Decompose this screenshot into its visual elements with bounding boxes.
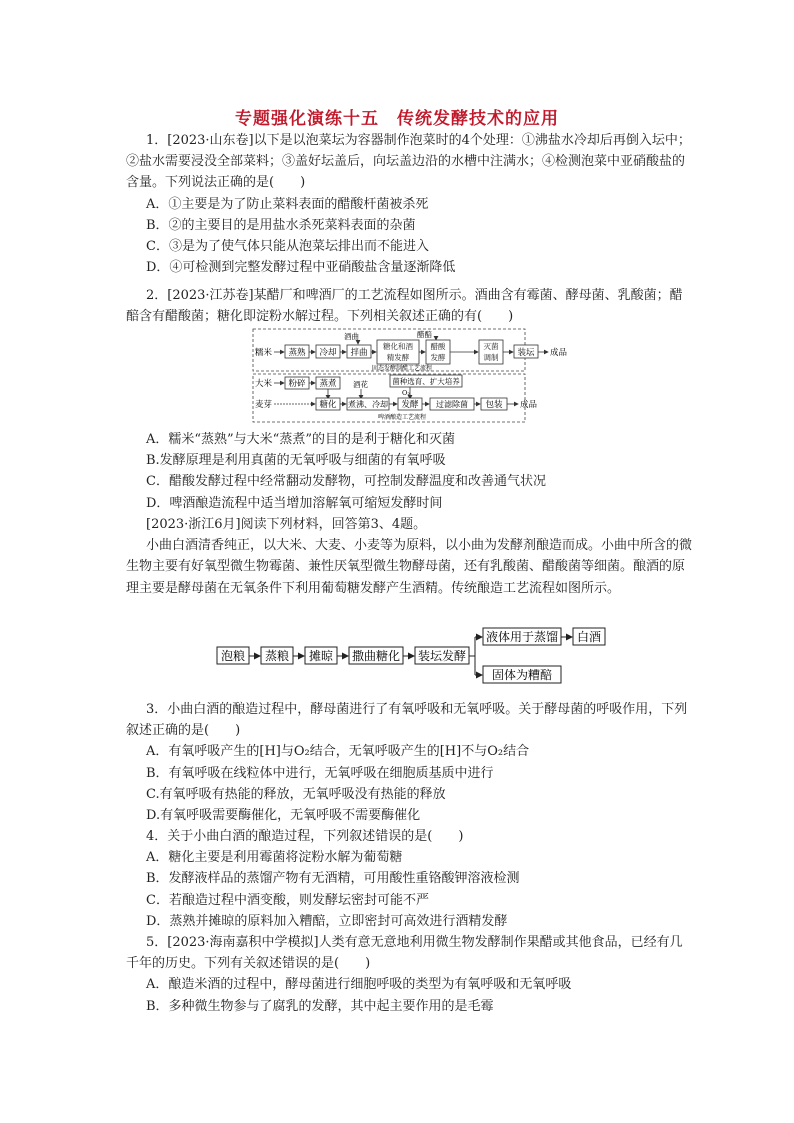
baijiu-step-saccharify: 撒曲糖化 [351,649,401,663]
vinegar-end-label: 成品 [550,348,568,358]
reading-material [126,514,692,599]
question-4-option-a: A．糖化主要是利用霉菌将淀粉水解为葡萄糖 [146,850,403,866]
question-5 [126,932,692,1017]
baijiu-step-cool: 摊晾 [308,649,334,663]
baijiu-solid-residue: 固体为糟醅 [491,668,553,682]
question-1-option-d: D．④可检测到完整发酵过程中亚硝酸盐含量逐渐降低 [146,260,456,276]
beer-step-ferment: 发酵 [401,400,419,410]
question-2 [126,285,692,327]
reading-material-lead: [2023·浙江6月]阅读下列材料，回答第3、4题。 [146,517,427,532]
baijiu-step-steam: 蒸粮 [264,649,290,663]
question-4-option-d: D．蒸熟并摊晾的原料加入糟醅，立即密封可高效进行酒精发酵 [146,913,508,929]
question-4-stem: 4．关于小曲白酒的酿造过程，下列叙述错误的是( ) [146,829,464,844]
beer-dami-label: 大米 [255,379,273,389]
question-4-option-c: C．若酿造过程中酒变酸，则发酵坛密封可能不严 [146,892,429,908]
vinegar-step-steam: 蒸熟 [288,348,306,358]
vinegar-label-jiuqu: 酒曲 [344,332,359,341]
question-3-option-d: D.有氧呼吸需要酶催化，无氧呼吸不需要酶催化 [146,808,421,824]
question-2-option-a: A．糯米“蒸熟”与大米“蒸煮”的目的是利于糖化和灭菌 [146,432,455,447]
question-3-option-c: C.有氧呼吸有热能的释放，无氧呼吸没有热能的释放 [146,786,446,802]
beer-caption: 啤酒酿造工艺流程 [377,414,427,421]
baijiu-product: 白酒 [576,630,602,644]
question-1 [126,130,692,278]
vinegar-step-ferment: 糖化和酒精发酵 [383,342,413,362]
question-2-option-d: D．啤酒酿造流程中适当增加溶解氧可缩短发酵时间 [146,495,443,511]
process-flow-figure-2 [215,626,615,688]
question-5-stem: 5．[2023·海南嘉积中学模拟]人类有意无意地利用微生物发酵制作果醋或其他食品，已经有几千年的历史。下列有关叙述错误的是( ) [126,935,683,972]
question-2-option-c: C．醋酸发酵过程中经常翻动发酵物，可控制发酵温度和改善通气状况 [146,474,546,490]
beer-step-package: 包装 [485,400,503,410]
question-3-stem: 3．小曲白酒的酿造过程中，酵母菌进行了有氧呼吸和无氧呼吸。关于酵母菌的呼吸作用，下列叙述正确的是( ) [126,702,688,739]
beer-maiya-label: 麦芽 [255,400,273,410]
beer-step-saccharify: 糖化 [319,400,337,410]
vinegar-step-sterilize: 灭菌调制 [483,342,499,362]
vinegar-caption: 固态发酵制醋工艺流程 [371,365,433,372]
question-2-options [126,429,692,514]
baijiu-step-soak: 泡粮 [220,649,246,663]
vinegar-step-mix: 拌曲 [350,348,368,358]
question-1-option-b: B．②的主要目的是用盐水杀死菜料表面的杂菌 [146,217,416,233]
baijiu-liquid-distill: 液体用于蒸馏 [485,630,559,644]
question-2-stem: 2．[2023·江苏卷]某醋厂和啤酒厂的工艺流程如图所示。酒曲含有霉菌、酵母菌、乳酸菌；醋醅含有醋酸菌；糖化即淀粉水解过程。下列相关叙述正确的有( ) [126,288,683,325]
process-flow-figure-1 [252,328,582,424]
beer-step-boil-cool: 煮沸、冷却 [348,400,388,409]
question-2-option-b: B.发酵原理是利用真菌的无氧呼吸与细菌的有氧呼吸 [146,453,446,469]
question-3-option-b: B．有氧呼吸在线粒体中进行，无氧呼吸在细胞质基质中进行 [146,765,494,781]
beer-label-hops: 酒花 [353,380,368,389]
question-5-option-b: B．多种微生物参与了腐乳的发酵，其中起主要作用的是毛霉 [146,998,494,1014]
question-3-option-a: A．有氧呼吸产生的[H]与O₂结合，无氧呼吸产生的[H]不与O₂结合 [146,744,530,760]
beer-end-label: 成品 [520,400,538,410]
beer-label-o2: O₂ [402,389,410,397]
question-1-option-a: A．①主要是为了防止菜料表面的醋酸杆菌被杀死 [146,196,429,212]
vinegar-start-label: 糯米 [255,348,273,358]
beer-step-crush: 粉碎 [288,379,306,389]
beer-step-culture: 菌种选育、扩大培养 [392,377,460,386]
vinegar-step-pack: 装坛 [517,348,535,358]
question-5-option-a: A．酿造米酒的过程中，酵母菌进行细胞呼吸的类型为有氧呼吸和无氧呼吸 [146,977,572,993]
question-1-option-c: C．③是为了使气体只能从泡菜坛排出而不能进入 [146,239,429,255]
question-4 [126,826,692,932]
page-title: 专题强化演练十五 传统发酵技术的应用 [235,109,559,129]
question-1-stem: 1．[2023·山东卷]以下是以泡菜坛为容器制作泡菜时的4个处理：①沸盐水冷却后再倒入坛中；②盐水需要浸没全部菜料；③盖好坛盖后，向坛盖边沿的水槽中注满水；④检测泡菜中亚硝酸盐的含量。下列说法正确的是( ) [126,133,691,191]
vinegar-label-cupei: 醋醅 [417,330,432,339]
question-4-option-b: B．发酵液样品的蒸馏产物有无酒精，可用酸性重铬酸钾溶液检测 [146,871,520,887]
baijiu-step-ferment: 装坛发酵 [417,649,467,663]
vinegar-step-acetic: 醋酸发酵 [430,342,446,362]
beer-step-boil-rice: 蒸煮 [319,379,337,389]
vinegar-step-cool: 冷却 [319,348,337,358]
question-3 [126,699,692,826]
reading-material-text: 小曲白酒清香纯正，以大米、大麦、小麦等为原料，以小曲为发酵剂酿造而成。小曲中所含的微生物主要有好氧型微生物霉菌、兼性厌氧型微生物酵母菌，还有乳酸菌、醋酸菌等细菌。酿酒的原理主要是酵母菌在无氧条件下利用葡萄糖发酵产生酒精。传统酿造工艺流程如图所示。 [126,538,693,596]
beer-step-filter: 过滤除菌 [436,400,468,409]
